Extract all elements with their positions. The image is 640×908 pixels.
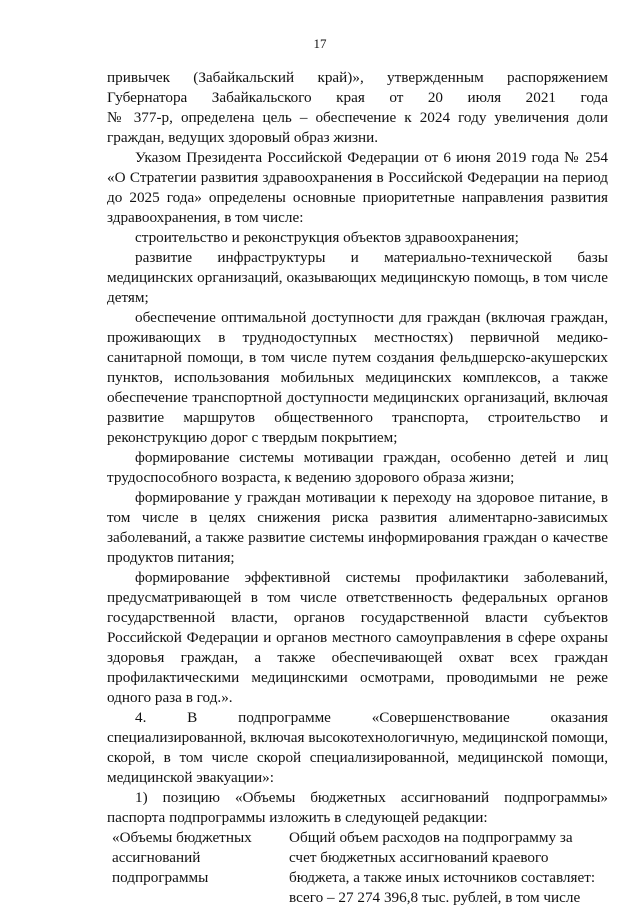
- text-line: № 377-р, определена цель – обеспечение к 2024 году увеличения доли: [107, 109, 608, 126]
- text-line: граждан, ведущих здоровый образ жизни.: [107, 129, 379, 146]
- table-cell-label: «Объемы бюджетных: [112, 829, 252, 846]
- text-line: 4. В подпрограмме «Совершенствование оказания: [135, 709, 608, 726]
- text-line: Губернатора Забайкальского края от 20 июля 2021 года: [107, 89, 608, 106]
- text-line: предусматривающей в том числе ответственность федеральных органов: [107, 589, 608, 606]
- text-line: государственной власти, органов государственной власти субъектов: [107, 609, 608, 626]
- text-line: 1) позицию «Объемы бюджетных ассигнований подпрограммы»: [135, 789, 608, 806]
- text-line: продуктов питания;: [107, 549, 235, 566]
- text-line: проживающих в труднодоступных местностях) первичной медико-: [107, 329, 608, 346]
- text-line: скорой, в том числе скорой специализированной, медицинской помощи,: [107, 749, 608, 766]
- text-line: профилактическими медицинскими осмотрами, проводимыми не реже: [107, 669, 608, 686]
- text-line: формирование системы мотивации граждан, особенно детей и лиц: [135, 449, 608, 466]
- table-cell-value: Общий объем расходов на подпрограмму за: [289, 829, 573, 846]
- table-cell-value: счет бюджетных ассигнований краевого: [289, 849, 549, 866]
- text-line: специализированной, включая высокотехнологичную, медицинской помощи,: [107, 729, 608, 746]
- text-line: санитарной помощи, в том числе путем создания фельдшерско-акушерских: [107, 349, 608, 366]
- text-line: одного раза в год.».: [107, 689, 233, 706]
- text-line: медицинских организаций, оказывающих медицинскую помощь, в том числе: [107, 269, 608, 286]
- text-line: привычек (Забайкальский край)», утвержденным распоряжением: [107, 69, 608, 86]
- text-line: обеспечение транспортной доступности медицинских организаций, включая: [107, 389, 608, 406]
- text-line: паспорта подпрограммы изложить в следующей редакции:: [107, 809, 488, 826]
- text-line: развитие инфраструктуры и материально-технической базы: [135, 249, 608, 266]
- text-line: развитие маршрутов общественного транспорта, строительство и: [107, 409, 608, 426]
- text-line: формирование у граждан мотивации к переходу на здоровое питание, в: [135, 489, 608, 506]
- text-line: «О Стратегии развития здравоохранения в Российской Федерации на период: [107, 169, 608, 186]
- text-line: обеспечение оптимальной доступности для граждан (включая граждан,: [135, 309, 608, 326]
- text-line: трудоспособного возраста, к ведению здорового образа жизни;: [107, 469, 515, 486]
- table-cell-label: ассигнований: [112, 849, 201, 866]
- text-line: том числе в целях снижения риска развития алиментарно-зависимых: [107, 509, 608, 526]
- text-line: здоровья граждан, а также обеспечивающей охват всех граждан: [107, 649, 608, 666]
- text-line: до 2025 года» определены основные приоритетные направления развития: [107, 189, 608, 206]
- table-cell-value: всего – 27 274 396,8 тыс. рублей, в том числе: [289, 889, 581, 906]
- table-cell-value: бюджета, а также иных источников составляет:: [289, 869, 596, 886]
- text-line: Российской Федерации и органов местного самоуправления в сфере охраны: [107, 629, 608, 646]
- text-line: строительство и реконструкция объектов здравоохранения;: [135, 229, 519, 246]
- text-line: здравоохранения, в том числе:: [107, 209, 304, 226]
- text-line: заболеваний, а также развитие системы информирования граждан о качестве: [107, 529, 608, 546]
- text-line: Указом Президента Российской Федерации от 6 июня 2019 года № 254: [135, 149, 608, 166]
- text-line: формирование эффективной системы профилактики заболеваний,: [135, 569, 608, 586]
- text-line: пунктов, использования мобильных медицинских комплексов, а также: [107, 369, 608, 386]
- text-line: медицинской эвакуации»:: [107, 769, 274, 786]
- text-line: детям;: [107, 289, 149, 306]
- text-line: реконструкцию дорог с твердым покрытием;: [107, 429, 398, 446]
- table-cell-label: подпрограммы: [112, 869, 209, 886]
- page-number: 17: [313, 36, 327, 51]
